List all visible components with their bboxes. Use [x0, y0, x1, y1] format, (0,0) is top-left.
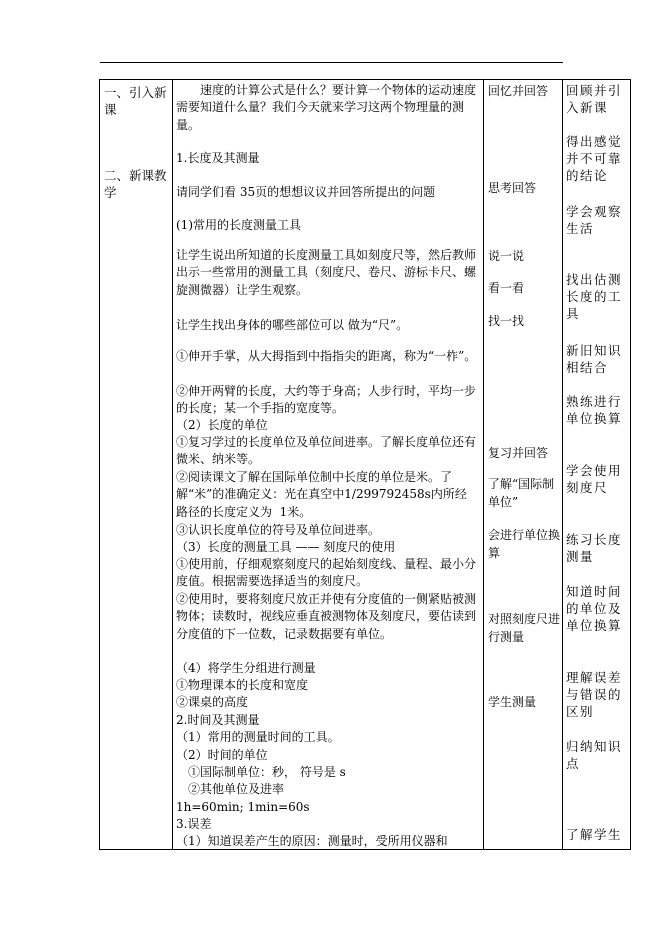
heading-length: 1.长度及其测量: [176, 151, 260, 165]
column-divider: [172, 80, 173, 849]
activity-item: 复习并回答: [488, 446, 549, 460]
paragraph: ③认识长度单位的符号及单位间进率。: [176, 523, 381, 537]
heading-error: 3.误差: [176, 817, 212, 831]
intent-item: 练习长度测量: [566, 532, 623, 564]
paragraph: ①复习学过的长度单位及单位间进率。了解长度单位还有微米、纳米等。: [176, 435, 477, 467]
paragraph: ②伸开两臂的长度，大约等于身高；人步行时，平均一步的长度；某一个手指的宽度等。: [176, 384, 477, 416]
activity-item: 对照刻度尺进行测量: [488, 612, 561, 644]
activity-item: 看一看: [488, 281, 525, 295]
paragraph: 让学生说出所知道的长度测量工具如刻度尺等，然后教师出示一些常用的测量工具（刻度尺、卷尺、游标卡尺、螺旋测微器）让学生观察。: [176, 248, 477, 297]
paragraph: （1）常用的测量时间的工具。: [176, 730, 340, 744]
paragraph: ①国际制单位：秒， 符号是 s: [188, 765, 346, 779]
paragraph: ②其他单位及进率: [188, 782, 285, 796]
paragraph: ②使用时，要将刻度尺放正并使有分度值的一侧紧贴被测物体；读数时，视线应垂直被测物体及刻度尺，要估读到分度值的下一位数，记录数据要有单位。: [176, 592, 477, 641]
intent-item: 熟练进行单位换算: [566, 394, 623, 426]
intent-item: 知道时间的单位及单位换算: [566, 584, 623, 633]
paragraph: （1）知道误差产生的原因：测量时，受所用仪器和: [176, 834, 448, 848]
intent-item: 学会观察生活: [566, 204, 623, 236]
paragraph: 让学生找出身体的哪些部位可以 做为“尺”。: [176, 318, 409, 332]
paragraph: （4）将学生分组进行测量: [176, 661, 316, 675]
paragraph: (1)常用的长度测量工具: [176, 218, 301, 232]
activity-item: 说一说: [488, 249, 525, 263]
paragraph: ①伸开手掌，从大拇指到中指指尖的距离，称为“一柞”。: [176, 349, 477, 363]
intent-item: 找出估测长度的工具: [566, 272, 623, 321]
paragraph: 1h=60min; 1min=60s: [176, 800, 310, 814]
intent-item: 回顾并引入新课: [566, 83, 623, 115]
activity-item: 思考回答: [488, 181, 537, 195]
header-rule: [100, 62, 563, 63]
intent-item: 得出感觉并不可靠的结论: [566, 134, 623, 183]
heading-time: 2.时间及其测量: [176, 713, 260, 727]
paragraph: ①使用前，仔细观察刻度尺的起始刻度线、量程、最小分度值。根据需要选择适当的刻度尺。: [176, 557, 477, 589]
activity-item: 找一找: [488, 314, 525, 328]
intent-item: 学会使用刻度尺: [566, 463, 623, 495]
paragraph: ②阅读课文了解在国际单位制中长度的单位是米。了解“米”的准确定义：光在真空中1/299792458s内所经路径的长度定义为 1米。: [176, 470, 467, 519]
section-label-intro: 一、引入新课: [104, 85, 167, 117]
paragraph: （3）长度的测量工具 —— 刻度尺的使用: [176, 540, 396, 554]
paragraph: （2）长度的单位: [176, 418, 268, 432]
intent-item: 归纳知识点: [566, 739, 623, 771]
intent-item: 理解误差与错误的区别: [566, 670, 623, 719]
activity-item: 了解“国际制单位”: [488, 477, 555, 509]
paragraph: 请同学们看 35页的想想议议并回答所提出的问题: [176, 185, 436, 199]
column-divider: [562, 80, 563, 849]
intent-item: 新旧知识相结合: [566, 343, 623, 375]
activity-item: 学生测量: [488, 695, 537, 709]
paragraph: ②课桌的高度: [176, 695, 249, 709]
intent-item: 了解学生: [566, 827, 623, 842]
section-label-teaching: 二、新课教学: [104, 168, 167, 200]
activity-item: 回忆并回答: [488, 84, 549, 98]
paragraph: （2）时间的单位: [176, 748, 268, 762]
column-divider: [483, 80, 484, 849]
activity-item: 会进行单位换算: [488, 528, 561, 560]
intro-paragraph: 速度的计算公式是什么？要计算一个物体的运动速度需要知道什么量？我们今天就来学习这两个物理量的测量。: [176, 83, 477, 132]
paragraph: ①物理课本的长度和宽度: [176, 678, 309, 692]
lesson-plan-table: [99, 79, 631, 850]
